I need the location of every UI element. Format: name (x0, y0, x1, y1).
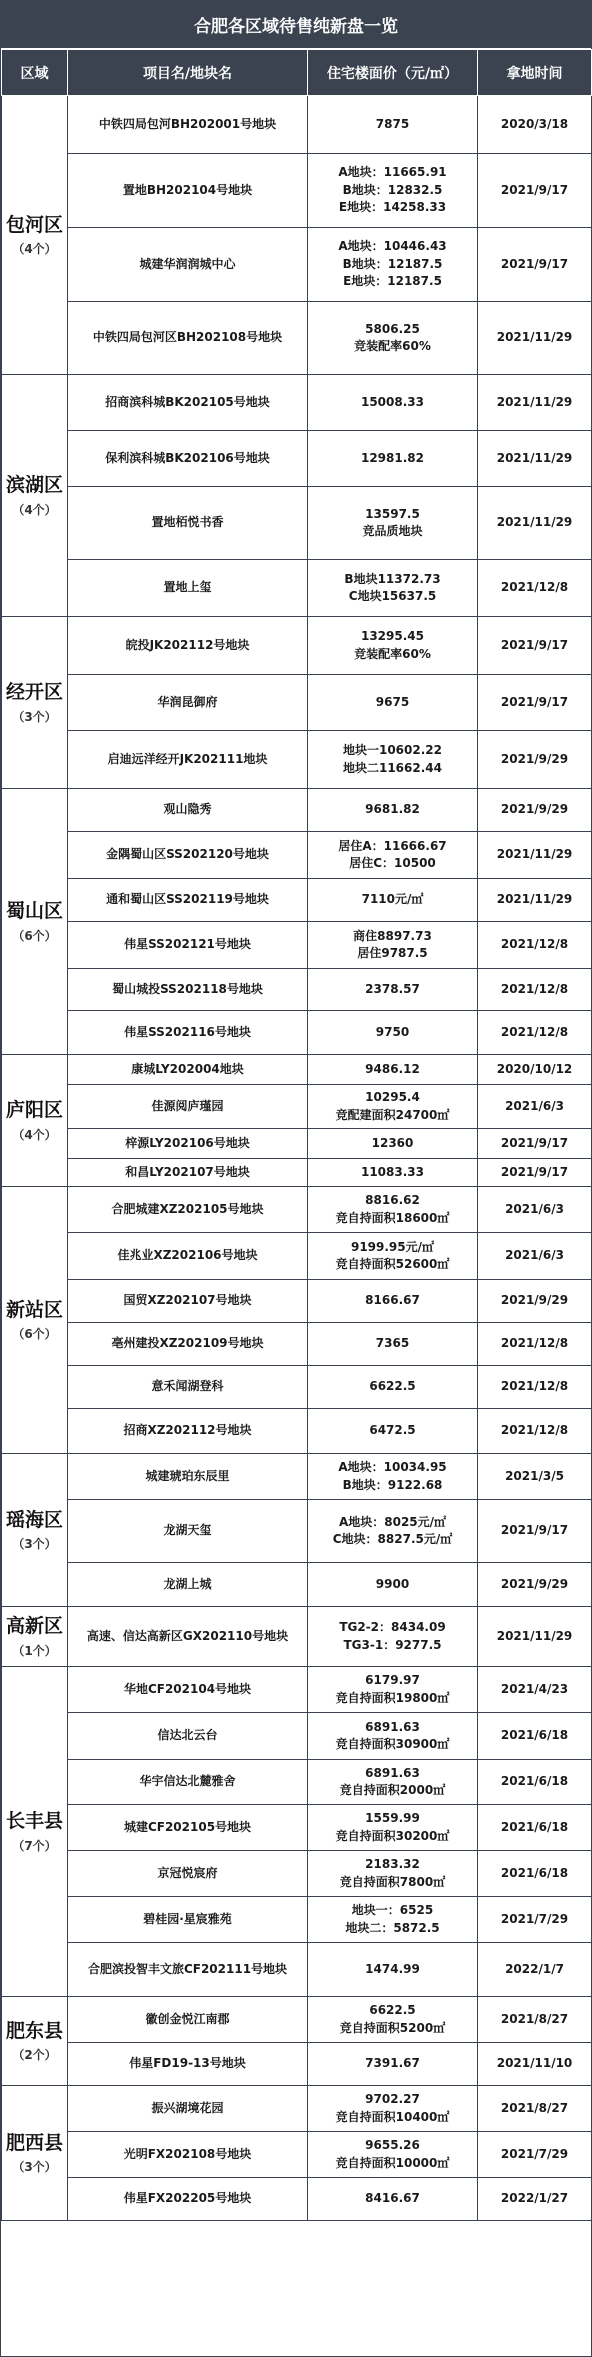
price-line: 6622.5 (369, 1379, 416, 1394)
price-cell (308, 1943, 478, 1997)
table-row (2, 1805, 592, 1851)
price-line: 居住C：10500 (349, 856, 436, 870)
price-line: 居住9787.5 (357, 946, 428, 960)
price-line: C地块：8827.5元/㎡ (332, 1532, 453, 1546)
project-name-cell: 京冠悦宸府 (68, 1851, 308, 1897)
price-cell (308, 1667, 478, 1713)
table-row (2, 487, 592, 560)
table-row (2, 2178, 592, 2221)
price-line: 9750 (375, 1024, 410, 1039)
project-name-cell: 保利滨科城BK202106号地块 (68, 431, 308, 487)
price-cell (308, 1563, 478, 1607)
price-cell (308, 2086, 478, 2132)
price-line: 9702.27 (365, 2092, 420, 2107)
price-line: 竞自持面积19800㎡ (335, 1690, 450, 1705)
price-line: 9675 (375, 694, 410, 709)
district-count: （4个） (12, 1127, 57, 1142)
price-cell (308, 487, 478, 560)
project-name-cell: 康城LY202004地块 (68, 1055, 308, 1085)
price-cell (308, 1454, 478, 1500)
price-cell (308, 302, 478, 375)
district-count: （2个） (12, 2048, 57, 2063)
price-cell (308, 1409, 478, 1454)
land-date-cell: 2021/11/29 (478, 487, 592, 560)
table-row (2, 1280, 592, 1323)
land-date-cell: 2021/12/8 (478, 1323, 592, 1366)
price-line: 6179.97 (365, 1673, 420, 1688)
price-line: 13295.45 (360, 629, 424, 644)
land-date-cell: 2021/3/5 (478, 1454, 592, 1500)
district-name: 庐阳区 (6, 1099, 64, 1122)
project-name-cell: 伟星SS202116号地块 (68, 1011, 308, 1055)
price-line: 7110元/㎡ (361, 892, 424, 907)
price-line: 地块一10602.22 (342, 743, 442, 758)
table-row (2, 1366, 592, 1409)
project-name-cell: 合肥滨投智丰文旅CF202111号地块 (68, 1943, 308, 1997)
district-count: （4个） (12, 502, 57, 517)
district-cell (2, 2086, 68, 2221)
table-row (2, 789, 592, 832)
price-cell (308, 789, 478, 832)
price-line: 8166.67 (365, 1293, 420, 1308)
land-date-cell: 2021/11/29 (478, 431, 592, 487)
project-name-cell: 城建CF202105号地块 (68, 1805, 308, 1851)
price-cell (308, 879, 478, 922)
table-row (2, 731, 592, 789)
table-row (2, 1055, 592, 1085)
price-line: 竞装配率60% (354, 646, 431, 661)
price-cell (308, 1159, 478, 1187)
district-name: 瑶海区 (6, 1508, 64, 1531)
price-cell (308, 675, 478, 731)
project-name-cell: 梓源LY202106号地块 (68, 1129, 308, 1159)
price-line: B地块：9122.68 (342, 1477, 443, 1492)
price-line: A地块：8025元/㎡ (338, 1514, 447, 1529)
project-name-cell: 伟星SS202121号地块 (68, 922, 308, 969)
header-price: 住宅楼面价（元/㎡） (308, 50, 478, 96)
land-date-cell: 2022/1/7 (478, 1943, 592, 1997)
price-line: E地块：12187.5 (343, 274, 442, 289)
land-date-cell: 2021/9/29 (478, 789, 592, 832)
price-line: 1474.99 (365, 1961, 420, 1976)
land-date-cell: 2021/6/3 (478, 1233, 592, 1280)
land-date-cell: 2021/12/8 (478, 560, 592, 617)
project-name-cell: 城建琥珀东辰里 (68, 1454, 308, 1500)
table-row (2, 1500, 592, 1563)
price-line: 商住8897.73 (353, 928, 432, 943)
project-name-cell: 和昌LY202107号地块 (68, 1159, 308, 1187)
project-name-cell: 观山隐秀 (68, 789, 308, 832)
price-line: 竞自持面积10000㎡ (335, 2155, 450, 2170)
table-row (2, 832, 592, 879)
price-cell (308, 1366, 478, 1409)
project-name-cell: 信达北云台 (68, 1713, 308, 1760)
table-row (2, 1607, 592, 1667)
table-row (2, 969, 592, 1011)
price-cell (308, 1500, 478, 1563)
table-row (2, 1997, 592, 2043)
price-cell (308, 1897, 478, 1943)
land-date-cell: 2022/1/27 (478, 2178, 592, 2221)
land-price-table (1, 49, 592, 2221)
price-line: 7875 (375, 116, 410, 131)
district-cell (2, 1667, 68, 1997)
table-row (2, 96, 592, 154)
district-cell (2, 1454, 68, 1607)
price-line: 地块一：6525 (351, 1903, 434, 1918)
price-line: 7365 (375, 1336, 410, 1351)
price-line: 竞自持面积2000㎡ (339, 1783, 446, 1797)
project-name-cell: 启迪远洋经开JK202111地块 (68, 731, 308, 789)
land-date-cell: 2021/9/29 (478, 1280, 592, 1323)
district-name: 经开区 (6, 681, 64, 704)
price-cell (308, 1713, 478, 1760)
project-name-cell: 碧桂园·星宸雅苑 (68, 1897, 308, 1943)
price-line: 12981.82 (360, 450, 424, 465)
project-name-cell: 华润昆御府 (68, 675, 308, 731)
price-cell (308, 617, 478, 675)
project-name-cell: 合肥城建XZ202105号地块 (68, 1187, 308, 1233)
land-date-cell: 2021/11/29 (478, 302, 592, 375)
project-name-cell: 城建华润润城中心 (68, 228, 308, 302)
price-line: 9486.12 (365, 1061, 420, 1076)
land-date-cell: 2021/6/18 (478, 1713, 592, 1760)
price-line: 竞配建面积24700㎡ (335, 1107, 450, 1122)
table-row (2, 922, 592, 969)
price-line: A地块：10034.95 (338, 1460, 447, 1475)
project-name-cell: 伟星FX202205号地块 (68, 2178, 308, 2221)
price-cell (308, 969, 478, 1011)
price-line: B地块11372.73 (344, 571, 441, 586)
price-line: 8816.62 (365, 1193, 420, 1208)
price-cell (308, 96, 478, 154)
district-count: （7个） (12, 1838, 57, 1853)
project-name-cell: 佳源阅庐瑾园 (68, 1085, 308, 1129)
district-count: （6个） (12, 928, 57, 943)
table-row (2, 1159, 592, 1187)
table-row (2, 1409, 592, 1454)
land-date-cell: 2021/6/3 (478, 1187, 592, 1233)
project-name-cell: 光明FX202108号地块 (68, 2132, 308, 2178)
project-name-cell: 亳州建投XZ202109号地块 (68, 1323, 308, 1366)
price-line: 6622.5 (369, 2003, 416, 2018)
price-cell (308, 832, 478, 879)
land-date-cell: 2021/9/17 (478, 228, 592, 302)
land-date-cell: 2021/9/17 (478, 617, 592, 675)
price-line: B地块：12832.5 (342, 182, 443, 197)
land-date-cell: 2021/7/29 (478, 1897, 592, 1943)
land-date-cell: 2021/12/8 (478, 1366, 592, 1409)
table-row (2, 1085, 592, 1129)
price-line: 1559.99 (365, 1811, 420, 1826)
land-date-cell: 2021/12/8 (478, 1011, 592, 1055)
table-row (2, 375, 592, 431)
project-name-cell: 置地栢悦书香 (68, 487, 308, 560)
price-cell (308, 154, 478, 228)
land-date-cell: 2021/11/29 (478, 375, 592, 431)
district-count: （6个） (12, 1327, 57, 1342)
price-line: 竞自持面积7800㎡ (339, 1874, 446, 1889)
table-row (2, 1851, 592, 1897)
price-line: C地块15637.5 (348, 589, 437, 603)
price-line: 地块二：5872.5 (345, 1920, 440, 1935)
table-row (2, 302, 592, 375)
district-count: （3个） (12, 709, 57, 724)
project-name-cell: 伟星FD19-13号地块 (68, 2043, 308, 2086)
price-line: 竞装配率60% (354, 339, 431, 353)
price-cell (308, 560, 478, 617)
price-cell (308, 1187, 478, 1233)
district-cell (2, 1187, 68, 1454)
district-count: （1个） (12, 1643, 57, 1658)
land-date-cell: 2021/12/8 (478, 922, 592, 969)
project-name-cell: 招商XZ202112号地块 (68, 1409, 308, 1454)
price-line: TG3-1：9277.5 (343, 1637, 442, 1652)
land-date-cell: 2021/12/8 (478, 969, 592, 1011)
district-name: 包河区 (6, 213, 64, 236)
table-row (2, 2043, 592, 2086)
project-name-cell: 国贸XZ202107号地块 (68, 1280, 308, 1323)
land-date-cell: 2020/3/18 (478, 96, 592, 154)
project-name-cell: 通和蜀山区SS202119号地块 (68, 879, 308, 922)
price-cell (308, 1760, 478, 1805)
price-cell (308, 1280, 478, 1323)
district-count: （3个） (12, 1537, 57, 1552)
price-line: TG2-2：8434.09 (339, 1620, 446, 1635)
project-name-cell: 佳兆业XZ202106号地块 (68, 1233, 308, 1280)
project-name-cell: 振兴湖境花园 (68, 2086, 308, 2132)
price-cell (308, 1129, 478, 1159)
district-cell (2, 375, 68, 617)
project-name-cell: 华宇信达北麓雅舍 (68, 1760, 308, 1805)
price-line: 竞自持面积18600㎡ (335, 1210, 450, 1225)
price-cell (308, 1085, 478, 1129)
price-line: 15008.33 (360, 394, 424, 409)
price-line: 9900 (375, 1576, 410, 1591)
district-cell (2, 617, 68, 789)
price-line: 6891.63 (365, 1719, 420, 1734)
district-cell (2, 1997, 68, 2086)
price-line: 6891.63 (365, 1765, 420, 1780)
price-line: 竞自持面积5200㎡ (339, 2020, 446, 2035)
table-row (2, 1713, 592, 1760)
table-row (2, 154, 592, 228)
price-cell (308, 1011, 478, 1055)
price-line: 竞自持面积10400㎡ (335, 2109, 450, 2124)
table-row (2, 1233, 592, 1280)
price-line: 13597.5 (365, 506, 420, 521)
district-cell (2, 789, 68, 1055)
table-row (2, 1129, 592, 1159)
price-cell (308, 2043, 478, 2086)
land-date-cell: 2021/9/17 (478, 1500, 592, 1563)
land-date-cell: 2021/12/8 (478, 1409, 592, 1454)
project-name-cell: 蜀山城投SS202118号地块 (68, 969, 308, 1011)
price-cell (308, 1055, 478, 1085)
project-name-cell: 徽创金悦江南郡 (68, 1997, 308, 2043)
project-name-cell: 置地上玺 (68, 560, 308, 617)
price-line: 6472.5 (369, 1423, 416, 1438)
district-cell (2, 96, 68, 375)
table-row (2, 2132, 592, 2178)
table-row (2, 1323, 592, 1366)
price-line: 竞自持面积30200㎡ (335, 1828, 450, 1843)
header-row (2, 50, 592, 96)
price-line: 9199.95元/㎡ (350, 1239, 435, 1254)
land-date-cell: 2021/11/29 (478, 832, 592, 879)
table-row (2, 228, 592, 302)
land-date-cell: 2021/7/29 (478, 2132, 592, 2178)
price-line: 8416.67 (365, 2191, 420, 2206)
price-cell (308, 2132, 478, 2178)
price-line: 2378.57 (365, 981, 420, 996)
price-line: 竞自持面积30900㎡ (335, 1737, 450, 1751)
price-line: 竞品质地块 (362, 524, 423, 538)
land-date-cell: 2021/9/17 (478, 1129, 592, 1159)
price-line: 9681.82 (365, 802, 420, 817)
district-cell (2, 1607, 68, 1667)
table-row (2, 1011, 592, 1055)
land-date-cell: 2021/11/29 (478, 879, 592, 922)
price-cell (308, 2178, 478, 2221)
land-date-cell: 2021/8/27 (478, 2086, 592, 2132)
table-row (2, 431, 592, 487)
price-cell (308, 375, 478, 431)
table-row (2, 1563, 592, 1607)
table-row (2, 1760, 592, 1805)
district-name: 高新区 (6, 1615, 64, 1638)
land-date-cell: 2021/9/17 (478, 1159, 592, 1187)
land-date-cell: 2021/11/29 (478, 1607, 592, 1667)
project-name-cell: 龙湖天玺 (68, 1500, 308, 1563)
land-date-cell: 2021/9/17 (478, 154, 592, 228)
land-date-cell: 2021/4/23 (478, 1667, 592, 1713)
project-name-cell: 中铁四局包河区BH202108号地块 (68, 302, 308, 375)
table-row (2, 1454, 592, 1500)
district-count: （4个） (12, 242, 57, 257)
price-cell (308, 731, 478, 789)
price-cell (308, 1805, 478, 1851)
land-date-cell: 2021/9/29 (478, 1563, 592, 1607)
project-name-cell: 高速、信达高新区GX202110号地块 (68, 1607, 308, 1667)
price-cell (308, 922, 478, 969)
project-name-cell: 中铁四局包河BH202001号地块 (68, 96, 308, 154)
project-name-cell: 皖投JK202112号地块 (68, 617, 308, 675)
district-cell (2, 1055, 68, 1187)
price-line: 7391.67 (365, 2056, 420, 2071)
table-row (2, 1943, 592, 1997)
district-name: 肥西县 (6, 2131, 64, 2154)
table-row (2, 617, 592, 675)
project-name-cell: 龙湖上城 (68, 1563, 308, 1607)
district-name: 滨湖区 (6, 474, 64, 497)
price-line: 竞自持面积52600㎡ (335, 1257, 450, 1271)
project-name-cell: 意禾闻湖登科 (68, 1366, 308, 1409)
price-line: A地块：10446.43 (338, 239, 447, 254)
price-line: 5806.25 (365, 321, 420, 336)
table-row (2, 675, 592, 731)
table-row (2, 1897, 592, 1943)
district-count: （3个） (12, 2160, 57, 2175)
header-district: 区域 (2, 50, 68, 96)
land-date-cell: 2021/9/17 (478, 675, 592, 731)
price-line: 10295.4 (365, 1090, 420, 1105)
header-date: 拿地时间 (478, 50, 592, 96)
land-date-cell: 2020/10/12 (478, 1055, 592, 1085)
price-cell (308, 1851, 478, 1897)
table-row (2, 1667, 592, 1713)
land-date-cell: 2021/8/27 (478, 1997, 592, 2043)
table-row (2, 879, 592, 922)
land-date-cell: 2021/6/18 (478, 1760, 592, 1805)
price-cell (308, 228, 478, 302)
project-name-cell: 置地BH202104号地块 (68, 154, 308, 228)
land-date-cell: 2021/11/10 (478, 2043, 592, 2086)
price-cell (308, 431, 478, 487)
district-name: 长丰县 (6, 1810, 64, 1833)
price-line: 9655.26 (365, 2138, 420, 2153)
price-line: B地块：12187.5 (342, 256, 443, 271)
price-line: 2183.32 (365, 1857, 420, 1872)
table-row (2, 1187, 592, 1233)
land-date-cell: 2021/6/18 (478, 1851, 592, 1897)
price-line: E地块：14258.33 (338, 200, 447, 215)
district-name: 肥东县 (6, 2019, 64, 2042)
table-title: 合肥各区域待售纯新盘一览 (1, 1, 591, 49)
table-row (2, 560, 592, 617)
price-line: 12360 (371, 1135, 414, 1150)
price-line: A地块：11665.91 (338, 165, 447, 180)
table-body (2, 96, 592, 2221)
price-cell (308, 1607, 478, 1667)
price-cell (308, 1323, 478, 1366)
table-row (2, 2086, 592, 2132)
price-line: 11083.33 (360, 1164, 424, 1179)
district-name: 新站区 (6, 1298, 64, 1321)
header-project: 项目名/地块名 (68, 50, 308, 96)
price-line: 居住A：11666.67 (338, 838, 447, 853)
project-name-cell: 招商滨科城BK202105号地块 (68, 375, 308, 431)
land-date-cell: 2021/9/29 (478, 731, 592, 789)
district-name: 蜀山区 (6, 900, 64, 923)
project-name-cell: 华地CF202104号地块 (68, 1667, 308, 1713)
price-cell (308, 1997, 478, 2043)
project-name-cell: 金隅蜀山区SS202120号地块 (68, 832, 308, 879)
price-line: 地块二11662.44 (342, 760, 442, 775)
land-date-cell: 2021/6/18 (478, 1805, 592, 1851)
price-cell (308, 1233, 478, 1280)
land-date-cell: 2021/6/3 (478, 1085, 592, 1129)
